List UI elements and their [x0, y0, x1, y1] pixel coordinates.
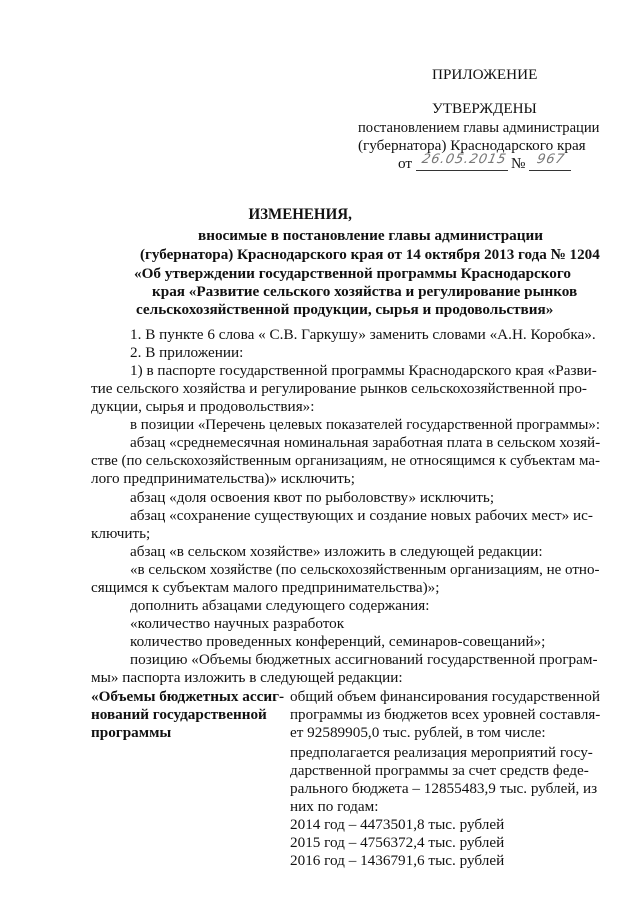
table-right-line: дарственной программы за счет средств феде-: [290, 762, 589, 779]
approved-label: УТВЕРЖДЕНЫ: [432, 100, 537, 117]
body-line: дукции, сырья и продовольствия»:: [91, 398, 315, 415]
table-right-line: общий объем финансирования государственной: [290, 688, 601, 705]
number-underline: [529, 170, 571, 171]
body-line: ключить;: [91, 525, 151, 542]
appendix-label: ПРИЛОЖЕНИЕ: [432, 66, 538, 83]
table-left-line-2: нований государственной: [91, 706, 267, 723]
body-line: «количество научных разработок: [130, 615, 345, 632]
body-line: в позиции «Перечень целевых показателей государственной программы»:: [130, 416, 601, 433]
body-line: позицию «Объемы бюджетных ассигнований государственной програм-: [130, 651, 598, 668]
handwritten-number: 967: [535, 152, 567, 167]
body-line: абзац «среднемесячная номинальная заработная плата в сельском хозяй-: [130, 434, 601, 451]
table-right-line: рального бюджета – 12855483,9 тыс. рублей, из: [290, 780, 598, 797]
document-heading: ИЗМЕНЕНИЯ,: [248, 206, 352, 223]
body-line: 1) в паспорте государственной программы Краснодарского края «Разви-: [130, 362, 597, 379]
body-line: сящимся к субъектам малого предпринимательства)»;: [91, 579, 440, 596]
body-line: абзац «сохранение существующих и создание новых рабочих мест» ис-: [130, 507, 593, 524]
table-left-line-1: «Объемы бюджетных ассиг-: [91, 688, 285, 705]
body-line: лого предпринимательства)» исключить;: [91, 470, 355, 487]
body-line: количество проведенных конференций, семинаров-совещаний»;: [130, 633, 546, 650]
title-line-2: (губернатора) Краснодарского края от 14 октября 2013 года № 1204: [140, 246, 600, 263]
title-line-5: сельскохозяйственной продукции, сырья и продовольствия»: [136, 301, 554, 318]
from-label: от: [398, 155, 413, 172]
approved-by-line-1: постановлением главы администрации: [358, 119, 600, 136]
title-line-4: края «Развитие сельского хозяйства и регулирование рынков: [152, 283, 578, 300]
body-line: мы» паспорта изложить в следующей редакции:: [91, 669, 403, 686]
table-right-line: 2016 год – 1436791,6 тыс. рублей: [290, 852, 505, 869]
title-line-1: вносимые в постановление главы администрации: [198, 227, 544, 244]
table-right-line: программы из бюджетов всех уровней составля-: [290, 706, 601, 723]
table-left-line-3: программы: [91, 724, 172, 741]
handwritten-date: 26.05.2015: [420, 152, 509, 167]
title-line-3: «Об утверждении государственной программы Краснодарского: [134, 265, 572, 282]
table-right-line: ет 92589905,0 тыс. рублей, в том числе:: [290, 724, 546, 741]
body-line: абзац «в сельском хозяйстве» изложить в следующей редакции:: [130, 543, 543, 560]
body-line: тие сельского хозяйства и регулирование рынков сельскохозяйственной про-: [91, 380, 587, 397]
number-label: №: [511, 155, 526, 172]
body-line: 1. В пункте 6 слова « С.В. Гаркушу» заменить словами «А.Н. Коробка».: [130, 326, 596, 343]
table-right-line: них по годам:: [290, 798, 379, 815]
table-right-line: 2015 год – 4756372,4 тыс. рублей: [290, 834, 505, 851]
body-line: абзац «доля освоения квот по рыболовству» исключить;: [130, 489, 495, 506]
body-line: дополнить абзацами следующего содержания:: [130, 597, 430, 614]
body-line: 2. В приложении:: [130, 344, 244, 361]
date-underline: [416, 170, 508, 171]
table-right-line: 2014 год – 4473501,8 тыс. рублей: [290, 816, 505, 833]
body-line: «в сельском хозяйстве (по сельскохозяйственным организациям, не отно-: [130, 561, 600, 578]
table-right-line: предполагается реализация мероприятий госу-: [290, 744, 593, 761]
approved-by-line-2: (губернатора) Краснодарского края: [358, 137, 586, 154]
body-line: стве (по сельскохозяйственным организациям, не относящимся к субъектам ма-: [91, 452, 600, 469]
